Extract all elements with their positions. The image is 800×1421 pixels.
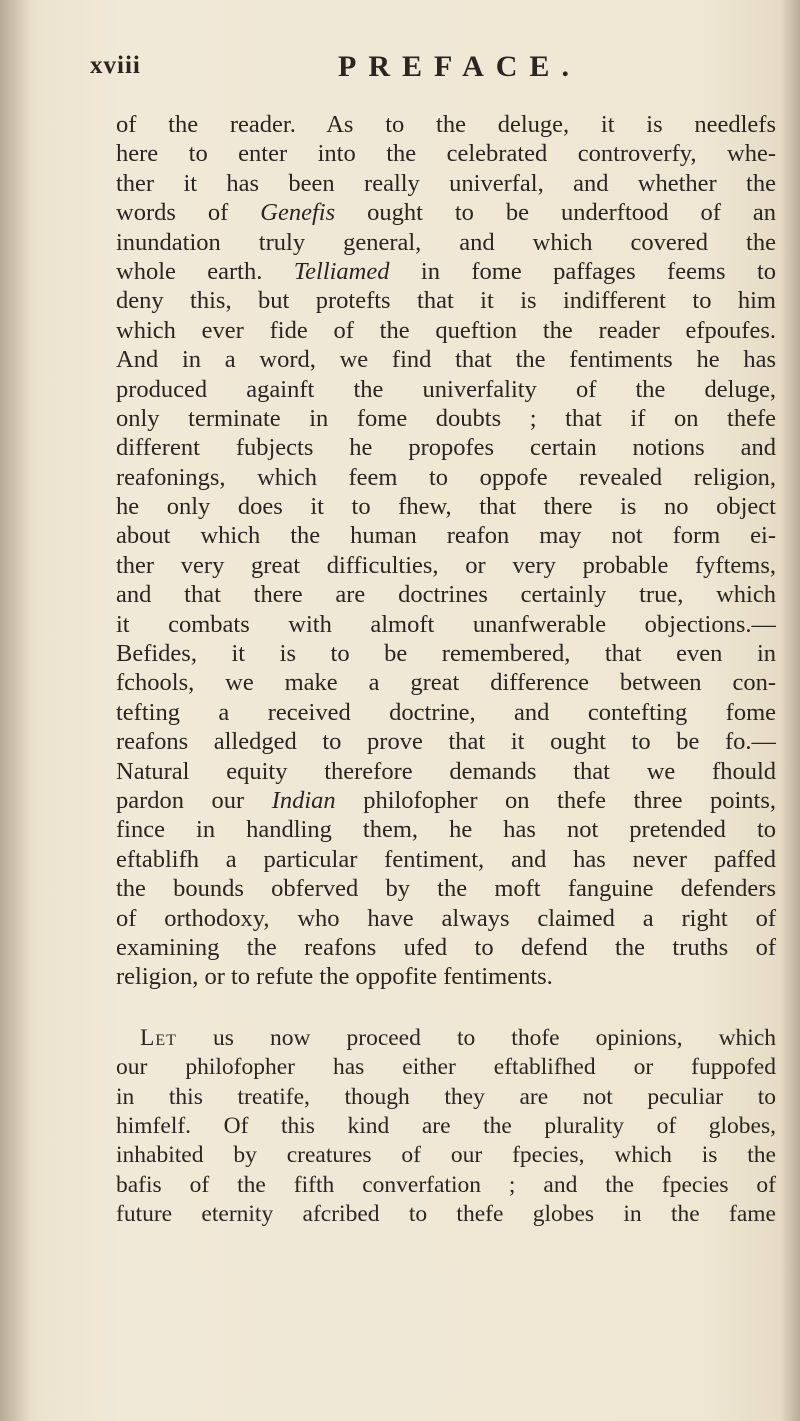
- text-line: inundation truly general, and which covered the: [116, 228, 776, 256]
- text-line: which ever fide of the queftion the reader efpoufes.: [116, 316, 776, 344]
- text-line: only terminate in fome doubts ; that if on thefe: [116, 404, 776, 432]
- text-line: deny this, but protefts that it is indifferent to him: [116, 287, 776, 315]
- text-line: And in a word, we find that the fentiments he has: [116, 346, 776, 374]
- text-line: religion, or to refute the oppofite fentiments.: [116, 963, 553, 991]
- text-line: bafis of the fifth converfation ; and the fpecies of: [116, 1171, 776, 1198]
- text-line: he only does it to fhew, that there is no object: [116, 493, 776, 521]
- italic-indian: Indian: [271, 786, 336, 814]
- text-line: future eternity afcribed to thefe globes in the fame: [116, 1201, 776, 1228]
- text-line: ther very great difficulties, or very probable fyftems,: [116, 551, 776, 579]
- text-line: here to enter into the celebrated controverfy, whe-: [116, 140, 776, 168]
- text-line: ther it has been really univerfal, and whether the: [116, 169, 776, 197]
- running-head: PREFACE.: [338, 50, 581, 83]
- text-fragment: in fome paffages feems to: [389, 257, 776, 285]
- text-line: eftablifh a particular fentiment, and has never paffed: [116, 845, 776, 873]
- text-fragment: philofopher on thefe three points,: [335, 786, 776, 814]
- text-fragment: us now proceed to thofe opinions, which: [176, 1024, 776, 1051]
- lead-small-caps: Let: [140, 1024, 177, 1051]
- text-line: Natural equity therefore demands that we fhould: [116, 757, 776, 785]
- page-number: xviii: [90, 52, 141, 79]
- text-line: examining the reafons ufed to defend the truths of: [116, 933, 776, 961]
- text-line: in this treatife, though they are not peculiar to: [116, 1083, 776, 1110]
- text-line: himfelf. Of this kind are the plurality of globes,: [116, 1112, 776, 1139]
- text-line: [116, 1024, 776, 1053]
- text-line: about which the human reafon may not form ei-: [116, 522, 776, 550]
- text-line: tefting a received doctrine, and contefting fome: [116, 698, 776, 726]
- text-line: produced againft the univerfality of the deluge,: [116, 375, 776, 403]
- gutter-shadow: [0, 0, 30, 1421]
- text-fragment: ought to be underftood of an: [335, 199, 776, 227]
- text-line: and that there are doctrines certainly true, which: [116, 581, 776, 609]
- text-line: our philofopher has either eftablifhed or fuppofed: [116, 1054, 776, 1081]
- italic-telliamed: Telliamed: [293, 257, 390, 285]
- text-line: inhabited by creatures of our fpecies, which is the: [116, 1142, 776, 1169]
- text-fragment: whole earth.: [116, 257, 294, 285]
- page-header: [90, 50, 730, 90]
- text-line: [116, 786, 776, 815]
- text-line: different fubjects he propofes certain notions and: [116, 434, 776, 462]
- text-line: [116, 198, 776, 227]
- text-line: it combats with almoft unanfwerable objections.—: [116, 610, 776, 638]
- text-fragment: words of: [116, 199, 261, 227]
- edge-shadow: [780, 0, 800, 1421]
- text-fragment: pardon our: [116, 786, 272, 814]
- paragraph-1: [116, 110, 776, 992]
- text-line: the bounds obferved by the moft fanguine defenders: [116, 875, 776, 903]
- text-line: Befides, it is to be remembered, that even in: [116, 640, 776, 668]
- text-line: of orthodoxy, who have always claimed a right of: [116, 904, 776, 932]
- text-line: reafons alledged to prove that it ought to be fo.—: [116, 728, 776, 756]
- italic-genesis: Genefis: [260, 199, 336, 227]
- text-line: fince in handling them, he has not pretended to: [116, 816, 776, 844]
- paragraph-gap: [116, 992, 776, 1024]
- paragraph-2: [116, 1024, 776, 1230]
- text-line: fchools, we make a great difference between con-: [116, 669, 776, 697]
- text-body: [116, 110, 776, 1229]
- text-line: [116, 257, 776, 286]
- text-line: reafonings, which feem to oppofe revealed religion,: [116, 463, 776, 491]
- text-line: of the reader. As to the deluge, it is needlefs: [116, 111, 776, 138]
